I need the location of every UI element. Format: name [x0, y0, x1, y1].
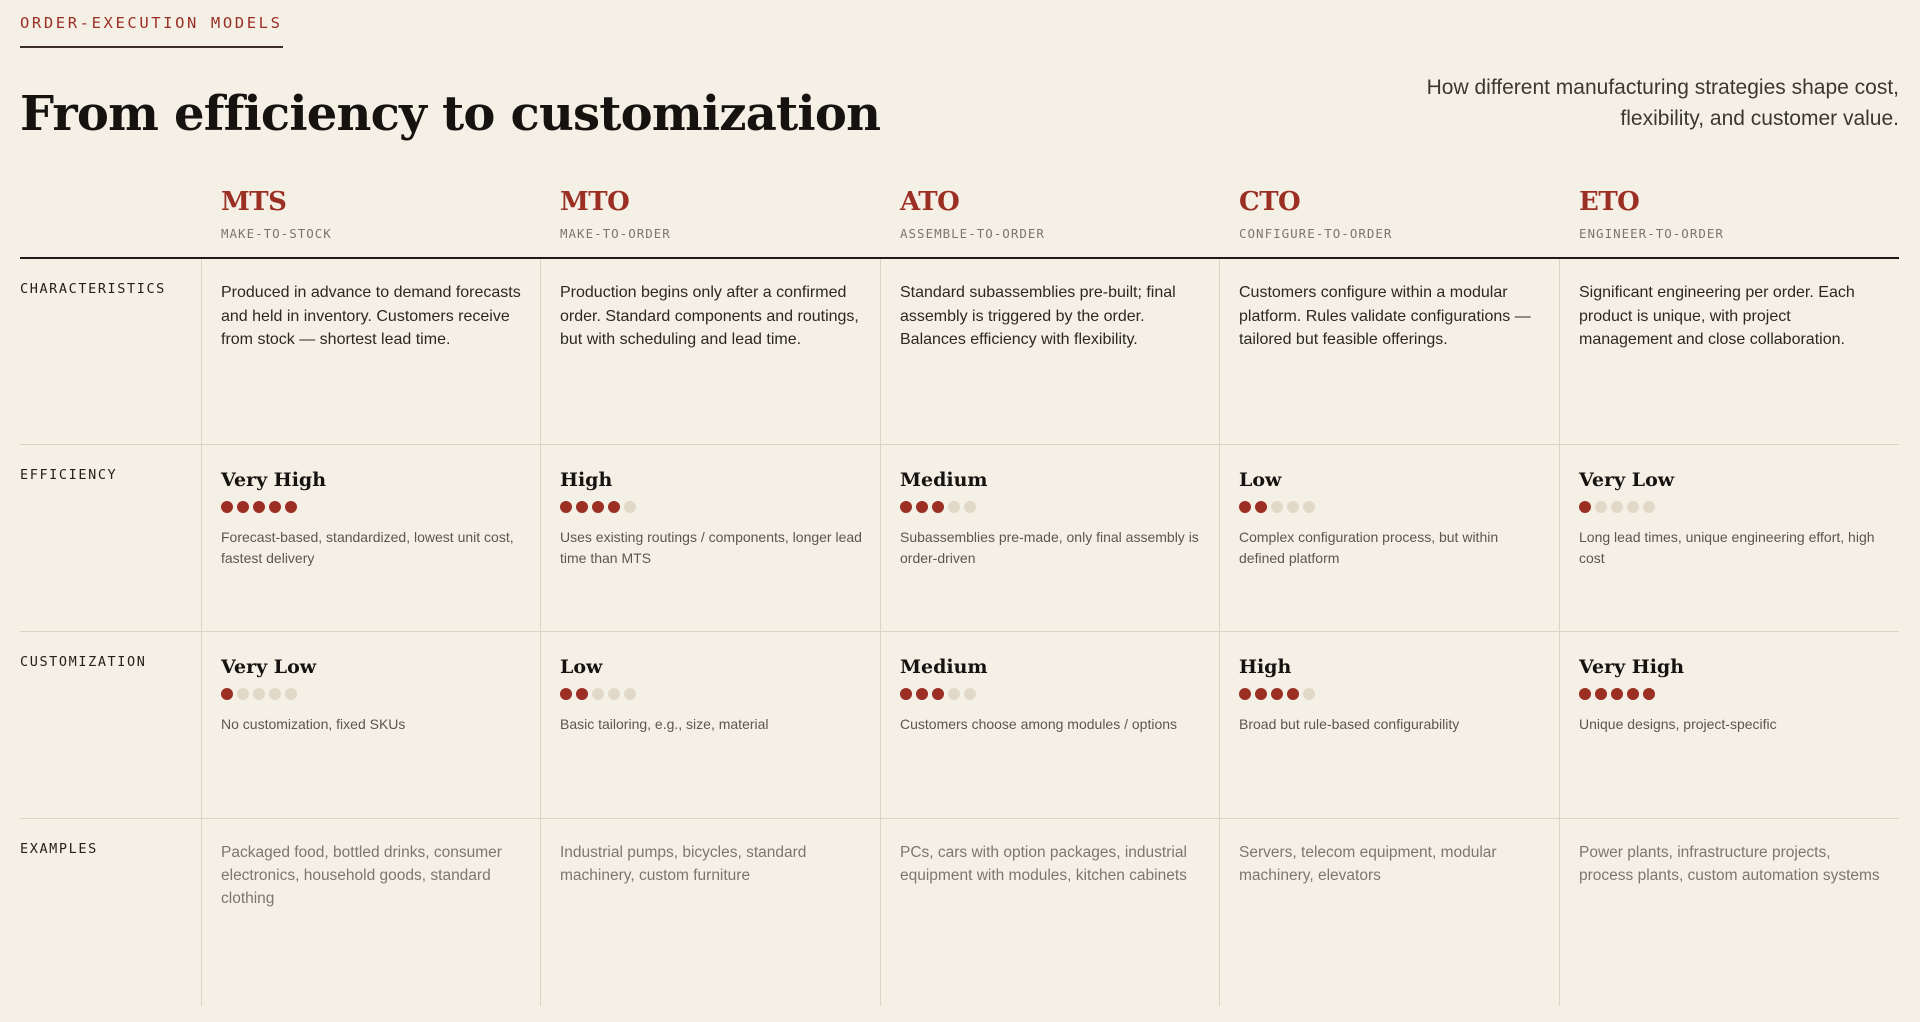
efficiency-rating: High [560, 469, 613, 491]
rating-dot-filled [576, 501, 588, 513]
examples-cell [1219, 819, 1559, 1006]
customization-cell [1559, 632, 1899, 819]
rating-dot-filled [608, 501, 620, 513]
model-abbr: MTS [221, 187, 287, 217]
rating-dot-empty [285, 688, 297, 700]
customization-rating: Medium [900, 656, 988, 678]
rating-dot-filled [1643, 688, 1655, 700]
model-full-name: MAKE-TO-STOCK [221, 226, 332, 241]
customization-rating: Low [560, 656, 603, 678]
examples-text: PCs, cars with option packages, industrial equipment with modules, kitchen cabinets [900, 844, 1187, 884]
characteristics-cell [540, 259, 880, 445]
customization-note: No customization, fixed SKUs [221, 716, 406, 732]
efficiency-cell [1559, 445, 1899, 632]
rating-dot-filled [269, 501, 281, 513]
rating-dot-filled [932, 688, 944, 700]
customization-cell [880, 632, 1219, 819]
rating-dot-empty [1595, 501, 1607, 513]
rating-dot-empty [624, 501, 636, 513]
rating-dot-filled [237, 501, 249, 513]
rating-dot-filled [221, 501, 233, 513]
rating-dot-empty [948, 501, 960, 513]
customization-rating: High [1239, 656, 1292, 678]
rating-dot-empty [1627, 501, 1639, 513]
examples-text: Servers, telecom equipment, modular machinery, elevators [1239, 844, 1497, 884]
efficiency-rating: Low [1239, 469, 1282, 491]
model-abbr: ETO [1579, 187, 1640, 217]
rating-dot-filled [1255, 688, 1267, 700]
rating-dot-filled [560, 501, 572, 513]
efficiency-note: Long lead times, unique engineering effort, high cost [1579, 529, 1875, 566]
rating-dot-empty [1611, 501, 1623, 513]
examples-cell [540, 819, 880, 1006]
rating-dot-filled [1271, 688, 1283, 700]
efficiency-dots [1579, 501, 1881, 514]
rating-dot-filled [1255, 501, 1267, 513]
rating-dot-empty [237, 688, 249, 700]
efficiency-cell [1219, 445, 1559, 632]
customization-rating: Very High [1579, 656, 1685, 678]
table-corner [20, 172, 201, 259]
rating-dot-empty [964, 501, 976, 513]
rating-dot-filled [1579, 501, 1591, 513]
page-subtitle: How different manufacturing strategies shape cost, flexibility, and customer value. [1426, 76, 1899, 130]
characteristics-cell [201, 259, 540, 445]
row-label-efficiency: EFFICIENCY [20, 445, 201, 632]
examples-cell [201, 819, 540, 1006]
characteristics-cell [1219, 259, 1559, 445]
rating-dot-filled [1627, 688, 1639, 700]
model-header-mto [540, 172, 880, 259]
characteristics-cell [880, 259, 1219, 445]
examples-cell [880, 819, 1219, 1006]
examples-text: Packaged food, bottled drinks, consumer electronics, household goods, standard clothing [221, 844, 502, 907]
model-abbr: MTO [560, 187, 630, 217]
customization-dots [900, 688, 1201, 701]
characteristics-cell [1559, 259, 1899, 445]
rating-dot-filled [576, 688, 588, 700]
customization-note: Broad but rule-based configurability [1239, 716, 1460, 732]
rating-dot-empty [1271, 501, 1283, 513]
model-header-eto [1559, 172, 1899, 259]
rating-dot-empty [1303, 688, 1315, 700]
rating-dot-empty [1303, 501, 1315, 513]
rating-dot-filled [1287, 688, 1299, 700]
eyebrow-label: ORDER-EXECUTION MODELS [20, 14, 283, 48]
efficiency-rating: Very High [221, 469, 327, 491]
rating-dot-empty [608, 688, 620, 700]
rating-dot-filled [932, 501, 944, 513]
rating-dot-empty [624, 688, 636, 700]
customization-cell [540, 632, 880, 819]
efficiency-rating: Medium [900, 469, 988, 491]
rating-dot-filled [916, 688, 928, 700]
rating-dot-empty [253, 688, 265, 700]
model-abbr: ATO [900, 187, 960, 217]
rating-dot-filled [221, 688, 233, 700]
rating-dot-filled [285, 501, 297, 513]
customization-dots [1579, 688, 1881, 701]
efficiency-note: Subassemblies pre-made, only final assembly is order-driven [900, 529, 1199, 566]
efficiency-note: Uses existing routings / components, longer lead time than MTS [560, 529, 862, 566]
model-full-name: MAKE-TO-ORDER [560, 226, 671, 241]
rating-dot-empty [1287, 501, 1299, 513]
rating-dot-filled [1239, 688, 1251, 700]
characteristics-text: Customers configure within a modular platform. Rules validate configurations — tailored but feasible offerings. [1239, 284, 1531, 348]
rating-dot-filled [916, 501, 928, 513]
comparison-table [20, 172, 1899, 1006]
model-full-name: ENGINEER-TO-ORDER [1579, 226, 1724, 241]
rating-dot-filled [900, 501, 912, 513]
characteristics-text: Produced in advance to demand forecasts and held in inventory. Customers receive from stock — shortest lead time. [221, 284, 521, 348]
rating-dot-empty [964, 688, 976, 700]
examples-text: Industrial pumps, bicycles, standard machinery, custom furniture [560, 844, 807, 884]
customization-dots [1239, 688, 1541, 701]
model-header-cto [1219, 172, 1559, 259]
customization-note: Unique designs, project-specific [1579, 716, 1777, 732]
model-full-name: CONFIGURE-TO-ORDER [1239, 226, 1393, 241]
efficiency-rating: Very Low [1579, 469, 1675, 491]
rating-dot-filled [560, 688, 572, 700]
model-header-ato [880, 172, 1219, 259]
rating-dot-empty [592, 688, 604, 700]
customization-dots [221, 688, 522, 701]
customization-note: Basic tailoring, e.g., size, material [560, 716, 769, 732]
rating-dot-empty [269, 688, 281, 700]
customization-dots [560, 688, 862, 701]
model-full-name: ASSEMBLE-TO-ORDER [900, 226, 1045, 241]
efficiency-dots [1239, 501, 1541, 514]
examples-cell [1559, 819, 1899, 1006]
efficiency-note: Forecast-based, standardized, lowest unit cost, fastest delivery [221, 529, 514, 566]
model-abbr: CTO [1239, 187, 1301, 217]
row-label-examples: EXAMPLES [20, 841, 98, 857]
customization-cell [201, 632, 540, 819]
row-label-characteristics: CHARACTERISTICS [20, 259, 201, 445]
rating-dot-filled [1595, 688, 1607, 700]
customization-note: Customers choose among modules / options [900, 716, 1178, 732]
characteristics-text: Standard subassemblies pre-built; final assembly is triggered by the order. Balances efficiency with flexibility. [900, 284, 1176, 348]
customization-rating: Very Low [221, 656, 317, 678]
efficiency-note: Complex configuration process, but within defined platform [1239, 529, 1499, 566]
rating-dot-filled [592, 501, 604, 513]
rating-dot-filled [900, 688, 912, 700]
rating-dot-empty [948, 688, 960, 700]
efficiency-dots [900, 501, 1201, 514]
characteristics-text: Production begins only after a confirmed order. Standard components and routings, but with scheduling and lead time. [560, 284, 859, 348]
efficiency-cell [880, 445, 1219, 632]
efficiency-dots [560, 501, 862, 514]
examples-text: Power plants, infrastructure projects, process plants, custom automation systems [1579, 844, 1880, 884]
efficiency-cell [540, 445, 880, 632]
characteristics-text: Significant engineering per order. Each product is unique, with project management and close collaboration. [1579, 284, 1855, 348]
customization-cell [1219, 632, 1559, 819]
rating-dot-filled [253, 501, 265, 513]
rating-dot-filled [1579, 688, 1591, 700]
model-header-mts [201, 172, 540, 259]
efficiency-cell [201, 445, 540, 632]
efficiency-dots [221, 501, 522, 514]
rating-dot-empty [1643, 501, 1655, 513]
row-label-customization: CUSTOMIZATION [20, 632, 201, 819]
rating-dot-filled [1239, 501, 1251, 513]
rating-dot-filled [1611, 688, 1623, 700]
page-title: From efficiency to customization [20, 86, 881, 142]
